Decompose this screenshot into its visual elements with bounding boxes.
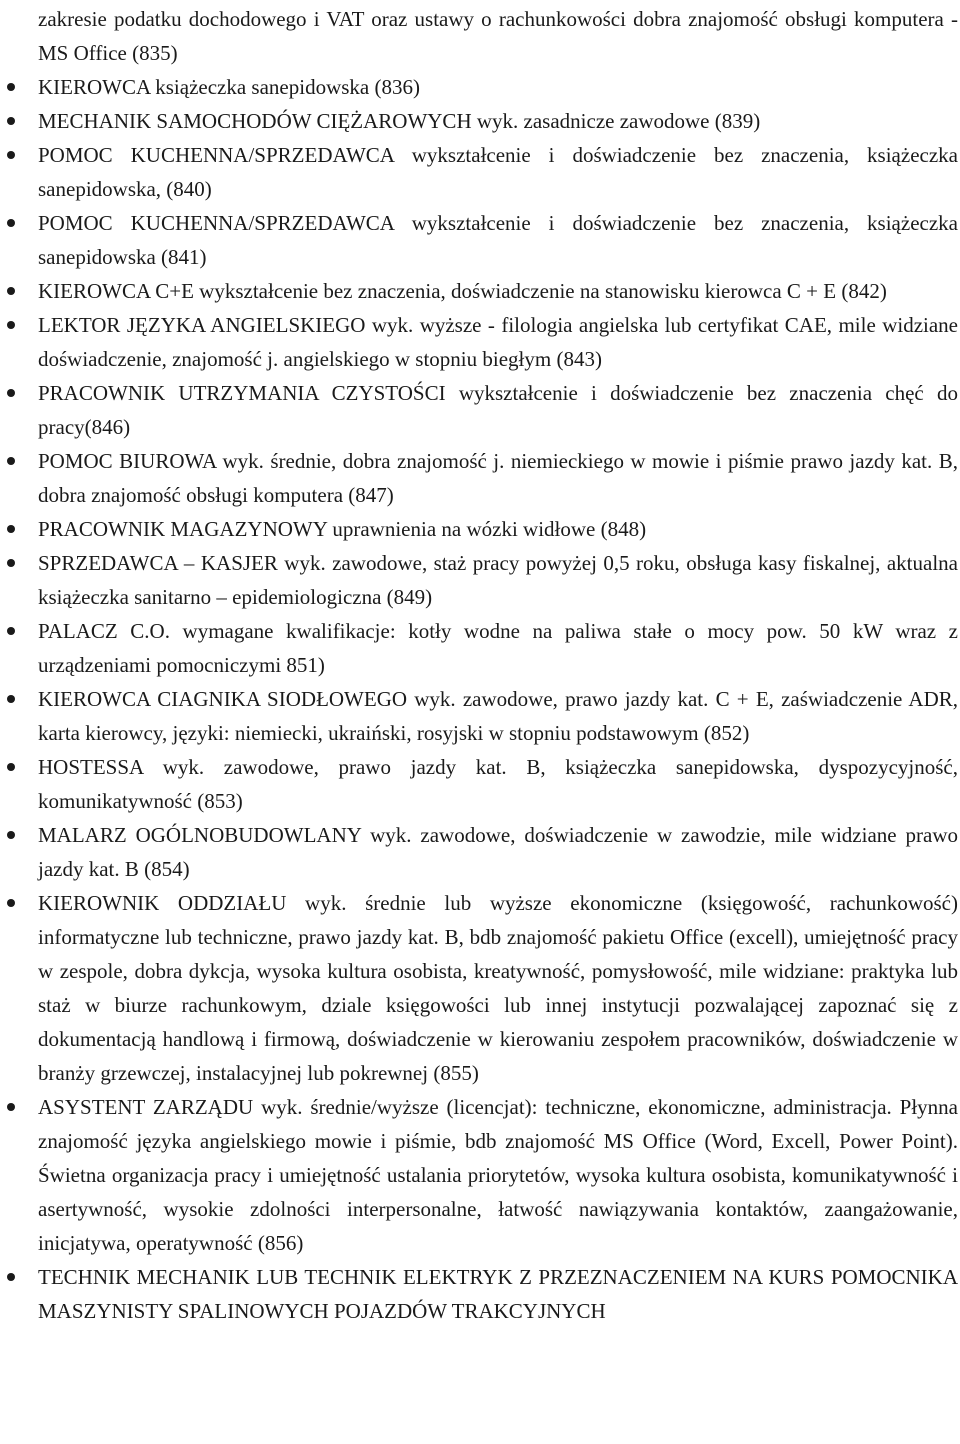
list-item: KIEROWCA książeczka sanepidowska (836) [38, 70, 958, 104]
lead-paragraph: zakresie podatku dochodowego i VAT oraz ustawy o rachunkowości dobra znajomość obsługi komputera -MS Office (835) [38, 7, 958, 65]
list-item: POMOC KUCHENNA/SPRZEDAWCA wykształcenie i doświadczenie bez znaczenia, książeczka sanepidowska, (840) [38, 138, 958, 206]
list-item: KIEROWNIK ODDZIAŁU wyk. średnie lub wyższe ekonomiczne (księgowość, rachunkowość) informatyczne lub techniczne, prawo jazdy kat. B, bdb znajomość pakietu Office (excell), umiejętność pracy w zespole, dobra dykcja, wysoka kultura osobista, kreatywność, pomysłowość, mile widziane: praktyka lub staż w biurze rachunkowym, dziale księgowości lub innej instytucji pozwalającej zapoznać się z dokumentacją handlową i firmową, doświadczenie w kierowaniu zespołem pracowników, doświadczenie w branży grzewczej, instalacyjnej lub pokrewnej (855) [38, 886, 958, 1090]
list-item: KIEROWCA C+E wykształcenie bez znaczenia, doświadczenie na stanowisku kierowca C + E (842) [38, 274, 958, 308]
list-item: POMOC BIUROWA wyk. średnie, dobra znajomość j. niemieckiego w mowie i piśmie prawo jazdy kat. B, dobra znajomość obsługi komputera (847) [38, 444, 958, 512]
list-item: POMOC KUCHENNA/SPRZEDAWCA wykształcenie i doświadczenie bez znaczenia, książeczka sanepidowska (841) [38, 206, 958, 274]
list-item: ASYSTENT ZARZĄDU wyk. średnie/wyższe (licencjat): techniczne, ekonomiczne, administracja. Płynna znajomość języka angielskiego mowie i piśmie, bdb znajomość MS Office (Word, Excell, Power Point). Świetna organizacja pracy i umiejętność ustalania priorytetów, wysoka kultura osobista, komunikatywność i asertywność, wysokie zdolności interpersonalne, łatwość nawiązywania kontaktów, zaangażowanie, inicjatywa, operatywność (856) [38, 1090, 958, 1260]
list-item: MECHANIK SAMOCHODÓW CIĘŻAROWYCH wyk. zasadnicze zawodowe (839) [38, 104, 958, 138]
list-item: PRACOWNIK MAGAZYNOWY uprawnienia na wózki widłowe (848) [38, 512, 958, 546]
list-item: PRACOWNIK UTRZYMANIA CZYSTOŚCI wykształcenie i doświadczenie bez znaczenia chęć do pracy(846) [38, 376, 958, 444]
list-item: LEKTOR JĘZYKA ANGIELSKIEGO wyk. wyższe - filologia angielska lub certyfikat CAE, mile widziane doświadczenie, znajomość j. angielskiego w stopniu biegłym (843) [38, 308, 958, 376]
list-item: MALARZ OGÓLNOBUDOWLANY wyk. zawodowe, doświadczenie w zawodzie, mile widziane prawo jazdy kat. B (854) [38, 818, 958, 886]
job-offers-text [38, 2, 958, 1328]
list-item: PALACZ C.O. wymagane kwalifikacje: kotły wodne na paliwa stałe o mocy pow. 50 kW wraz z urządzeniami pomocniczymi 851) [38, 614, 958, 682]
list-item: TECHNIK MECHANIK LUB TECHNIK ELEKTRYK Z PRZEZNACZENIEM NA KURS POMOCNIKA MASZYNISTY SPALINOWYCH POJAZDÓW TRAKCYJNYCH [38, 1260, 958, 1328]
list-item: SPRZEDAWCA – KASJER wyk. zawodowe, staż pracy powyżej 0,5 roku, obsługa kasy fiskalnej, aktualna książeczka sanitarno – epidemiologiczna (849) [38, 546, 958, 614]
job-offers-list [38, 70, 958, 1328]
list-item: KIEROWCA CIAGNIKA SIODŁOWEGO wyk. zawodowe, prawo jazdy kat. C + E, zaświadczenie ADR, karta kierowcy, języki: niemiecki, ukraiński, rosyjski w stopniu podstawowym (852) [38, 682, 958, 750]
list-item: HOSTESSA wyk. zawodowe, prawo jazdy kat. B, książeczka sanepidowska, dyspozycyjność, komunikatywność (853) [38, 750, 958, 818]
